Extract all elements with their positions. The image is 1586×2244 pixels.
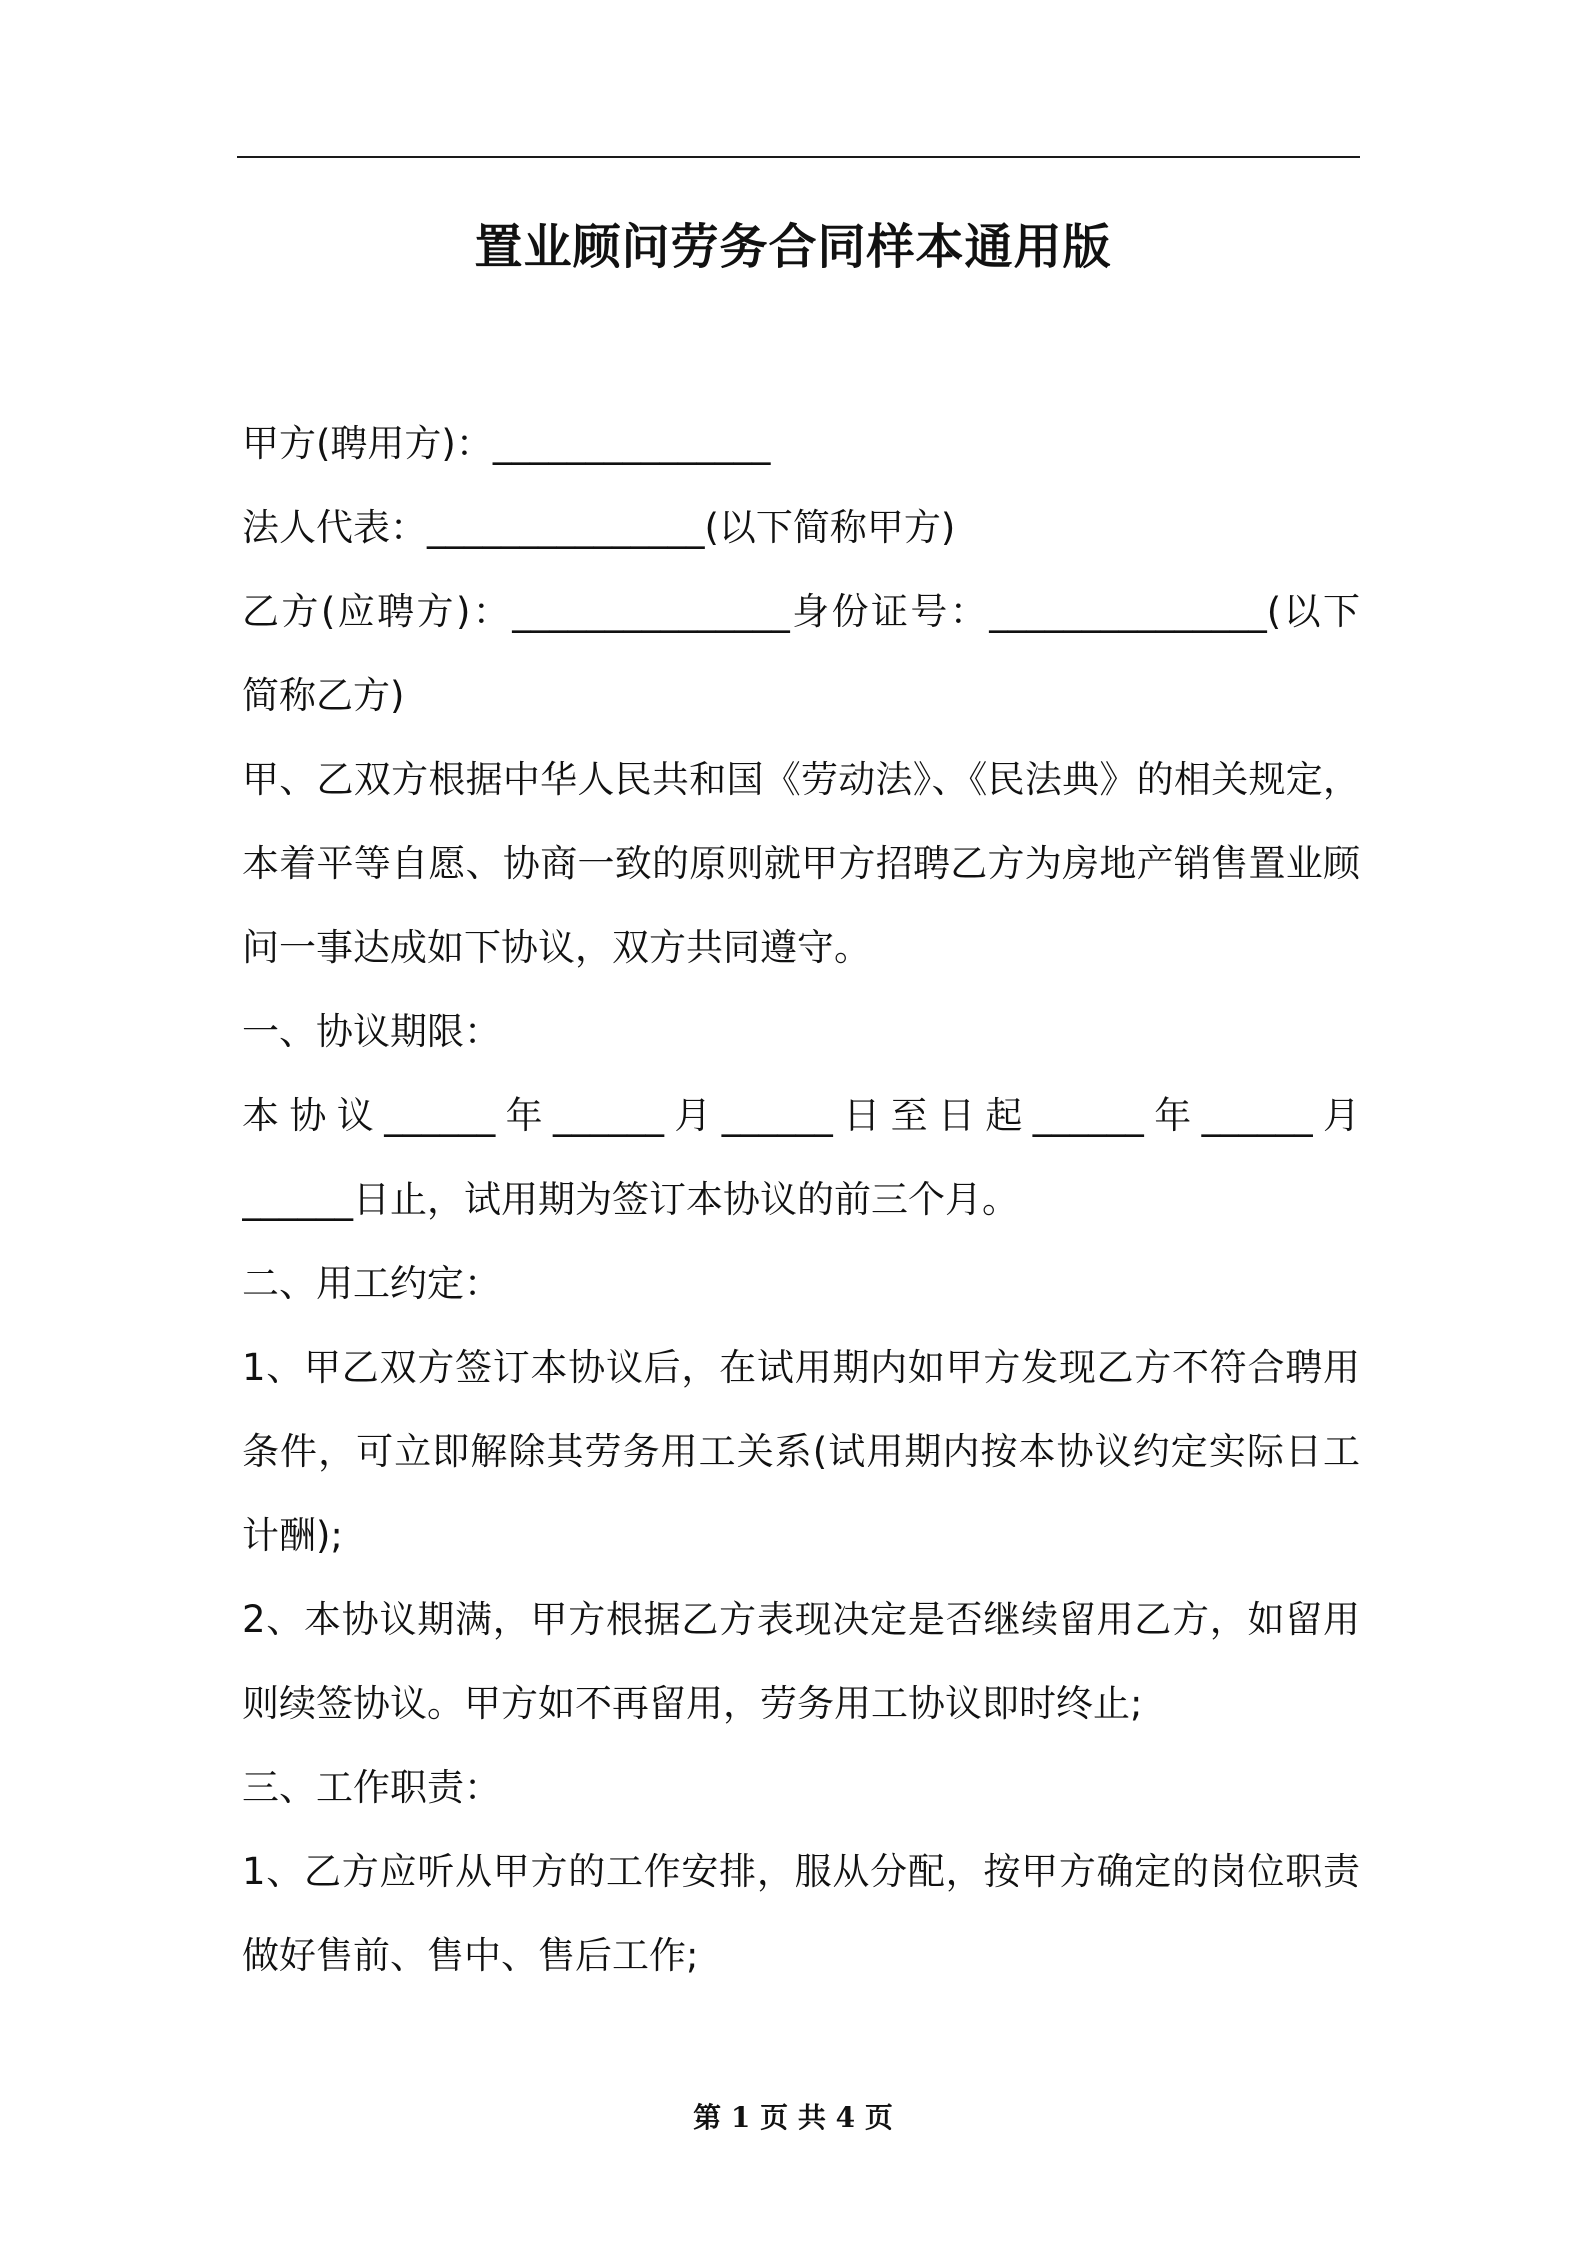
party-b-line-continued: 简称乙方) <box>242 674 405 717</box>
term-line-1: 本协议______年______月______日至日起______年______月 <box>242 1094 1360 1137</box>
header-rule <box>237 156 1360 158</box>
preamble-line-2: 本着平等自愿、协商一致的原则就甲方招聘乙方为房地产销售置业顾 <box>242 842 1360 885</box>
party-b-line: 乙方(应聘方)：_______________身份证号：_______________(以下 <box>242 590 1360 633</box>
employment-clause-1-line-1: 1、甲乙双方签订本协议后，在试用期内如甲方发现乙方不符合聘用 <box>242 1346 1360 1389</box>
party-a-line: 甲方(聘用方)：_______________ <box>242 422 771 465</box>
legal-representative-line: 法人代表：_______________(以下简称甲方) <box>242 506 956 549</box>
document-title: 置业顾问劳务合同样本通用版 <box>474 219 1112 275</box>
preamble-line-3: 问一事达成如下协议，双方共同遵守。 <box>242 926 871 969</box>
page-number: 第 1 页 共 4 页 <box>693 2101 893 2134</box>
section-heading-duties: 三、工作职责： <box>242 1766 501 1809</box>
employment-clause-1-line-3: 计酬); <box>242 1514 343 1557</box>
duties-clause-1-line-2: 做好售前、售中、售后工作; <box>242 1934 699 1977</box>
employment-clause-2-line-1: 2、本协议期满，甲方根据乙方表现决定是否继续留用乙方，如留用 <box>242 1598 1360 1641</box>
employment-clause-2-line-2: 则续签协议。甲方如不再留用，劳务用工协议即时终止; <box>242 1682 1143 1725</box>
preamble-line-1: 甲、乙双方根据中华人民共和国《劳动法》、《民法典》的相关规定， <box>242 758 1360 801</box>
employment-clause-1-line-2: 条件，可立即解除其劳务用工关系(试用期内按本协议约定实际日工 <box>242 1430 1360 1473</box>
section-heading-employment: 二、用工约定： <box>242 1262 501 1305</box>
section-heading-term: 一、协议期限： <box>242 1010 501 1053</box>
term-line-2: ______日止，试用期为签订本协议的前三个月。 <box>242 1178 1019 1221</box>
document-body <box>242 402 1360 1998</box>
duties-clause-1-line-1: 1、乙方应听从甲方的工作安排，服从分配，按甲方确定的岗位职责 <box>242 1850 1360 1893</box>
